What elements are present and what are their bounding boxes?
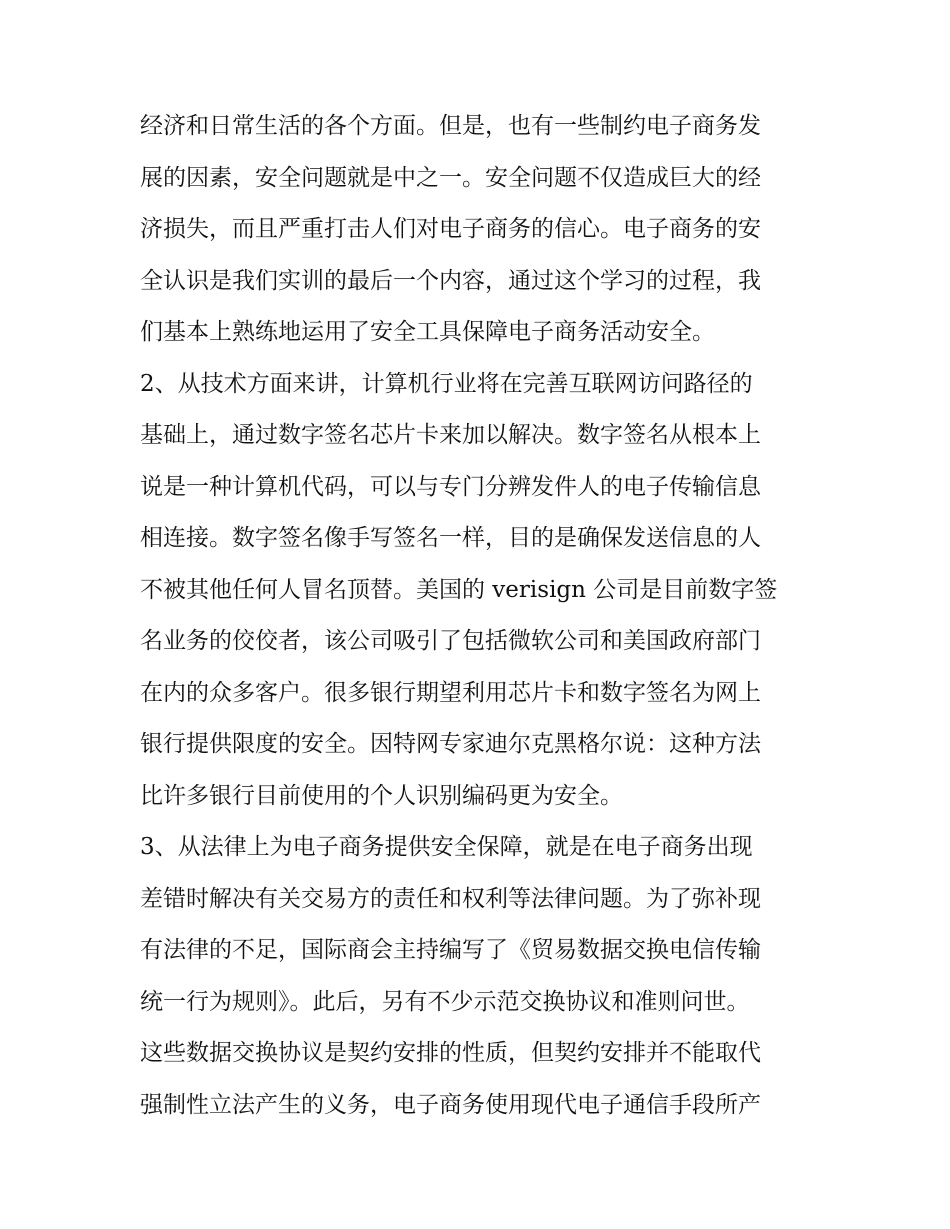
text-line-6: 2、从技术方面来讲，计算机行业将在完善互联网访问路径的	[140, 370, 753, 397]
text-line-4: 全认识是我们实训的最后一个内容，通过这个学习的过程，我	[140, 267, 761, 294]
body-text	[140, 101, 820, 1131]
text-line-10: 不被其他任何人冒名顶替。美国的 verisign 公司是目前数字签	[140, 576, 778, 603]
text-line-13: 银行提供限度的安全。因特网专家迪尔克黑格尔说：这种方法	[140, 731, 761, 757]
text-line-20: 强制性立法产生的义务，电子商务使用现代电子通信手段所产	[140, 1091, 761, 1118]
text-line-18: 统一行为规则》。此后，另有不少示范交换协议和准则问世。	[140, 988, 750, 1015]
text-line-2: 展的因素，安全问题就是中之一。安全问题不仅造成巨大的经	[140, 164, 761, 191]
text-line-14: 比许多银行目前使用的个人识别编码更为安全。	[140, 782, 623, 809]
text-line-8: 说是一种计算机代码，可以与专门分辨发件人的电子传输信息	[140, 473, 761, 500]
text-line-15: 3、从法律上为电子商务提供安全保障，就是在电子商务出现	[140, 834, 753, 860]
text-line-9: 相连接。数字签名像手写签名一样，目的是确保发送信息的人	[140, 525, 761, 551]
text-line-5: 们基本上熟练地运用了安全工具保障电子商务活动安全。	[140, 319, 715, 345]
text-line-11: 名业务的佼佼者，该公司吸引了包括微软公司和美国政府部门	[140, 628, 761, 654]
text-line-1: 经济和日常生活的各个方面。但是，也有一些制约电子商务发	[140, 113, 761, 139]
text-line-19: 这些数据交换协议是契约安排的性质，但契约安排并不能取代	[140, 1040, 761, 1066]
text-line-17: 有法律的不足，国际商会主持编写了《贸易数据交换电信传输	[140, 937, 761, 963]
text-line-7: 基础上，通过数字签名芯片卡来加以解决。数字签名从根本上	[140, 422, 761, 448]
text-line-16: 差错时解决有关交易方的责任和权利等法律问题。为了弥补现	[140, 885, 761, 912]
text-line-12: 在内的众多客户。很多银行期望利用芯片卡和数字签名为网上	[140, 679, 761, 706]
text-line-3: 济损失，而且严重打击人们对电子商务的信心。电子商务的安	[140, 216, 761, 242]
